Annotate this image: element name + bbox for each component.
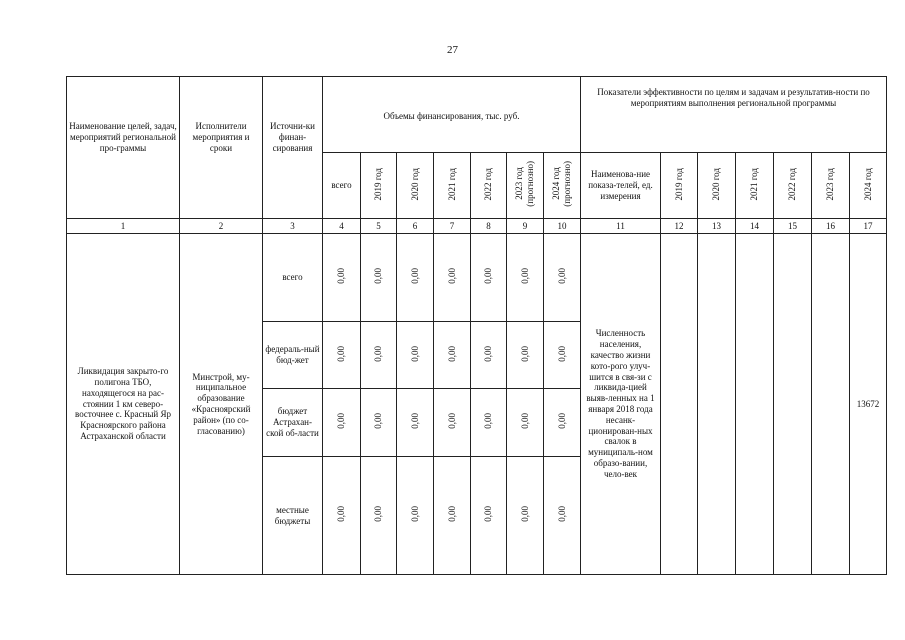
header-funding-total: всего	[331, 180, 352, 191]
goal-cell: Ликвидация закрыто-го полигона ТБО, находящегося на рас-стоянии 1 км северо-восточнее с. Красный Яр Красноярского района Астраханской области	[67, 234, 180, 575]
header-indicator-col	[850, 153, 887, 219]
value-text: 0,00	[336, 345, 347, 362]
value-cell	[471, 389, 507, 457]
column-number: 5	[361, 219, 397, 234]
value-text: 0,00	[483, 413, 494, 429]
value-cell	[397, 322, 434, 389]
header-sources: Источни-ки финан-сирования	[263, 77, 323, 219]
value-cell	[323, 457, 361, 575]
value-cell	[361, 234, 397, 322]
value-cell	[544, 389, 581, 457]
header-funding-col	[507, 153, 544, 219]
header-indicator-2023: 2023 год	[825, 167, 836, 201]
column-number: 11	[581, 219, 661, 234]
header-indicator-2019: 2019 год	[673, 167, 684, 201]
header-funding-col	[397, 153, 434, 219]
value-text: 0,00	[556, 506, 567, 522]
value-text: 0,00	[336, 268, 347, 284]
value-cell	[434, 457, 471, 575]
value-text: 0,00	[483, 268, 494, 284]
header-funding-col	[361, 153, 397, 219]
header-indicator-col	[661, 153, 698, 219]
table-row	[67, 234, 887, 322]
value-cell	[544, 457, 581, 575]
column-number: 17	[850, 219, 887, 234]
value-cell	[471, 457, 507, 575]
value-cell	[397, 234, 434, 322]
column-number: 12	[661, 219, 698, 234]
header-indicator-col	[774, 153, 812, 219]
column-number: 7	[434, 219, 471, 234]
indicator-cell: Численность населения, качество жизни кото-рого улуч-шится в свя-зи с ликвида-цией выяв-ленных на 1 января 2018 года несанк-ционирован-ных свалок в муниципаль-ном образо-вании, чело-век	[581, 234, 661, 575]
column-number: 6	[397, 219, 434, 234]
value-cell	[397, 389, 434, 457]
value-text: 0,00	[556, 268, 567, 284]
value-cell	[544, 234, 581, 322]
header-indicator-col	[698, 153, 736, 219]
header-funding-2021: 2021 год	[446, 167, 457, 201]
source-cell: федераль-ный бюд-жет	[263, 322, 323, 389]
value-cell	[434, 322, 471, 389]
indicator-2021-cell	[736, 234, 774, 575]
value-cell	[397, 457, 434, 575]
header-indicator-2020: 2020 год	[711, 167, 722, 201]
value-text: 0,00	[446, 506, 457, 522]
indicator-2020-cell	[698, 234, 736, 575]
column-number: 8	[471, 219, 507, 234]
value-text: 0,00	[373, 345, 384, 362]
value-text: 0,00	[519, 413, 530, 429]
header-funding-group: Объемы финансирования, тыс. руб.	[323, 77, 581, 153]
value-cell	[434, 389, 471, 457]
source-cell: бюджет Астрахан-ской об-ласти	[263, 389, 323, 457]
value-text: 0,00	[409, 345, 420, 362]
header-indicator-name: Наименова-ние показа-телей, ед. измерения	[581, 153, 661, 219]
value-text: 0,00	[483, 345, 494, 362]
value-text: 0,00	[409, 268, 420, 284]
header-funding-2023: 2023 год (прогнозно)	[514, 161, 535, 207]
value-cell	[507, 322, 544, 389]
indicator-2019-cell	[661, 234, 698, 575]
header-funding-2019: 2019 год	[373, 167, 384, 201]
source-cell: всего	[263, 234, 323, 322]
header-funding-col	[544, 153, 581, 219]
value-text: 0,00	[373, 506, 384, 522]
value-text: 0,00	[446, 268, 457, 284]
header-funding-2024: 2024 год (прогнозно)	[551, 161, 572, 207]
value-cell	[507, 234, 544, 322]
indicator-2023-cell	[812, 234, 850, 575]
column-number: 3	[263, 219, 323, 234]
column-number: 13	[698, 219, 736, 234]
column-numbers-row	[67, 219, 887, 234]
value-text: 0,00	[483, 506, 494, 522]
value-cell	[323, 234, 361, 322]
indicator-2024-cell: 13672	[850, 234, 887, 575]
header-executors: Исполнители мероприятия и сроки	[180, 77, 263, 219]
column-number: 9	[507, 219, 544, 234]
column-number: 16	[812, 219, 850, 234]
header-funding-col	[323, 153, 361, 219]
value-cell	[507, 457, 544, 575]
header-goal-name: Наименование целей, задач, мероприятий региональной про-граммы	[67, 77, 180, 219]
column-number: 14	[736, 219, 774, 234]
value-cell	[361, 457, 397, 575]
value-text: 0,00	[373, 268, 384, 284]
value-cell	[323, 389, 361, 457]
value-text: 0,00	[519, 345, 530, 362]
page-number: 27	[447, 44, 458, 56]
program-table	[66, 76, 887, 575]
value-text: 0,00	[409, 506, 420, 522]
value-text: 0,00	[336, 506, 347, 522]
value-text: 0,00	[336, 413, 347, 429]
executor-cell: Минстрой, му-ниципальное образование «Красноярский район» (по со-гласованию)	[180, 234, 263, 575]
value-cell	[323, 322, 361, 389]
value-text: 0,00	[519, 268, 530, 284]
indicator-2022-cell	[774, 234, 812, 575]
header-funding-2020: 2020 год	[409, 167, 420, 201]
header-funding-2022: 2022 год	[483, 167, 494, 201]
value-cell	[434, 234, 471, 322]
header-indicator-2024: 2024 год	[862, 167, 873, 201]
column-number: 4	[323, 219, 361, 234]
value-cell	[507, 389, 544, 457]
value-cell	[471, 322, 507, 389]
header-indicator-col	[736, 153, 774, 219]
column-number: 1	[67, 219, 180, 234]
value-cell	[361, 389, 397, 457]
value-cell	[544, 322, 581, 389]
value-cell	[361, 322, 397, 389]
value-text: 0,00	[556, 413, 567, 429]
header-indicator-2021: 2021 год	[749, 167, 760, 201]
value-text: 0,00	[446, 413, 457, 429]
header-funding-col	[434, 153, 471, 219]
column-number: 15	[774, 219, 812, 234]
value-text: 0,00	[373, 413, 384, 429]
header-indicators-group: Показатели эффективности по целям и задачам и результатив-ности по мероприятиям выполнения региональной программы	[581, 77, 887, 153]
value-text: 0,00	[446, 345, 457, 362]
header-indicator-col	[812, 153, 850, 219]
source-cell: местные бюджеты	[263, 457, 323, 575]
value-text: 0,00	[409, 413, 420, 429]
value-text: 0,00	[556, 345, 567, 362]
value-text: 0,00	[519, 506, 530, 522]
header-indicator-2022: 2022 год	[787, 167, 798, 201]
column-number: 10	[544, 219, 581, 234]
value-cell	[471, 234, 507, 322]
header-funding-col	[471, 153, 507, 219]
column-number: 2	[180, 219, 263, 234]
